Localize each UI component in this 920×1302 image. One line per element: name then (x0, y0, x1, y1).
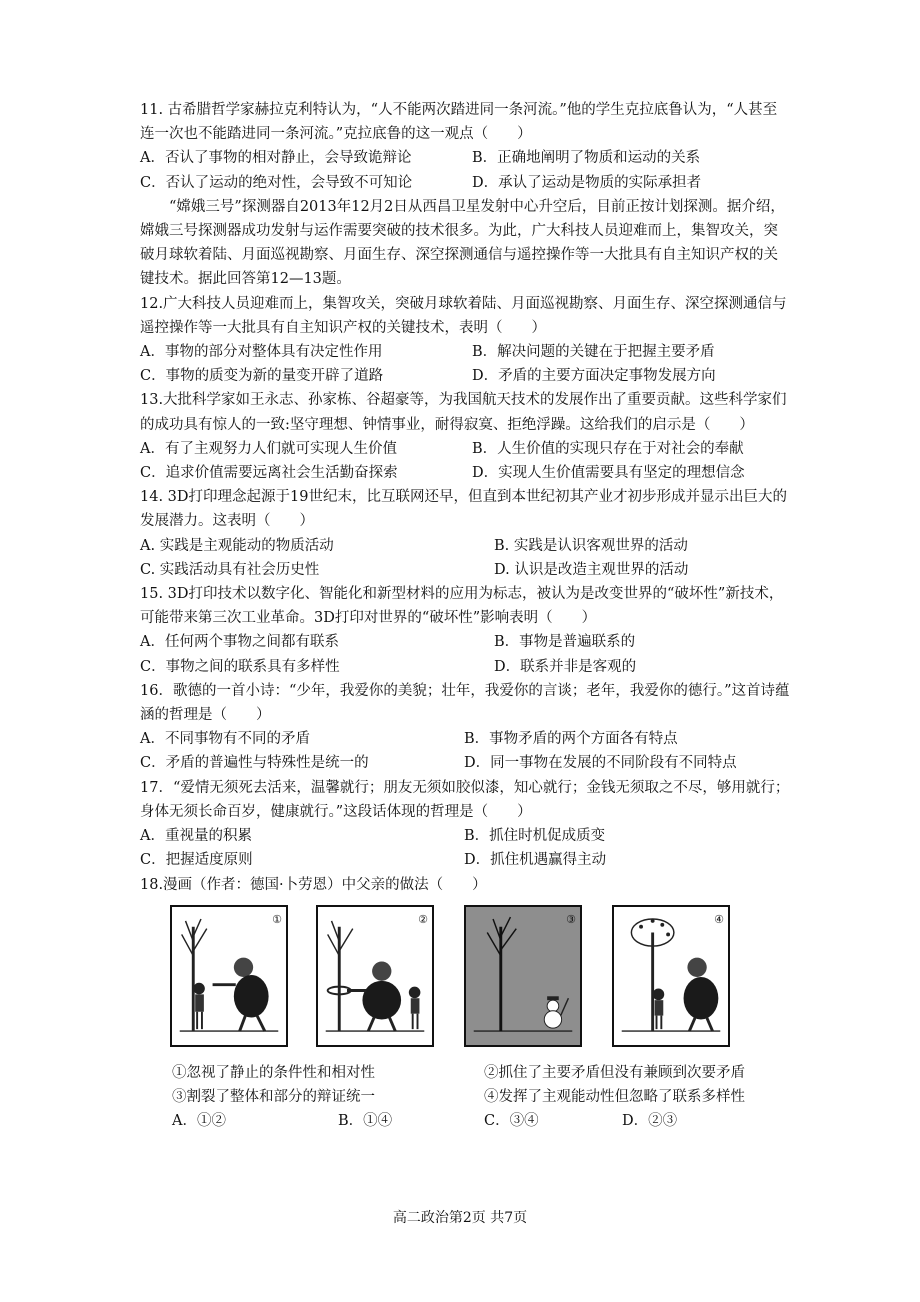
q13-options (140, 437, 790, 485)
comic-panel-1 (170, 905, 288, 1047)
q12-option-a: A．事物的部分对整体具有决定性作用 (140, 344, 383, 361)
comic-panel-2 (316, 905, 434, 1047)
q16-option-a: A．不同事物有不同的矛盾 (140, 731, 310, 748)
q14-option-d: D. 认识是改造主观世界的活动 (494, 561, 689, 578)
comic-panel-2-drawing (318, 907, 432, 1045)
q17-option-a: A．重视量的积累 (140, 828, 252, 845)
q15-option-c: C．事物之间的联系具有多样性 (140, 658, 340, 675)
comic-panel-3 (464, 905, 582, 1047)
q12-option-d: D．矛盾的主要方面决定事物发展方向 (472, 368, 716, 385)
comic-strip (140, 905, 790, 1055)
q16-option-d: D．同一事物在发展的不同阶段有不同特点 (464, 755, 737, 772)
q16-option-b: B．事物矛盾的两个方面各有特点 (464, 731, 678, 748)
q11-stem: 11. 古希腊哲学家赫拉克利特认为，“人不能两次踏进同一条河流。”他的学生克拉底鲁认为，“人甚至连一次也不能踏进同一条河流。”克拉底鲁的这一观点（ ） (140, 102, 778, 143)
q17-options (140, 824, 790, 872)
q17-option-b: B．抓住时机促成质变 (464, 828, 606, 845)
q13-stem: 13.大批科学家如王永志、孙家栋、谷超豪等，为我国航天技术的发展作出了重要贡献。这些科学家们的成功具有惊人的一致:坚守理想、钟情事业，耐得寂寞、拒绝浮躁。这给我们的启示是（ ） (140, 392, 787, 433)
comic-panel-2-number: ② (418, 912, 428, 926)
q16-options (140, 727, 790, 775)
q12-options (140, 340, 790, 388)
comic-panel-3-number: ③ (566, 912, 576, 926)
q18-answers (140, 1109, 790, 1133)
q15-options (140, 630, 790, 678)
q14-option-c: C. 实践活动具有社会历史性 (140, 561, 320, 578)
q13-option-c: C．追求价值需要远离社会生活勤奋探索 (140, 465, 398, 482)
q13-option-a: A．有了主观努力人们就可实现人生价值 (140, 440, 397, 457)
q11-options (140, 146, 790, 194)
q18-statements (140, 1061, 790, 1109)
q15-option-a: A．任何两个事物之间都有联系 (140, 634, 339, 651)
q18-statement-2: ②抓住了主要矛盾但没有兼顾到次要矛盾 (484, 1064, 745, 1081)
q13-option-b: B．人生价值的实现只存在于对社会的奉献 (472, 440, 744, 457)
comic-panel-4-drawing (614, 907, 728, 1045)
q16-option-c: C．矛盾的普遍性与特殊性是统一的 (140, 755, 369, 772)
q17-option-c: C．把握适度原则 (140, 852, 253, 869)
q11-option-a: A．否认了事物的相对静止，会导致诡辩论 (140, 150, 412, 167)
q18-statement-3: ③割裂了整体和部分的辩证统一 (172, 1088, 375, 1105)
q12-option-c: C．事物的质变为新的量变开辟了道路 (140, 368, 384, 385)
comic-panel-4 (612, 905, 730, 1047)
page-footer: 高二政治第2页 共7页 (392, 1210, 528, 1226)
q16-stem: 16．歌德的一首小诗：“少年，我爱你的美貌；壮年，我爱你的言谈；老年，我爱你的德行。”这首诗蕴涵的哲理是（ ） (140, 682, 790, 724)
comic-panel-4-number: ④ (714, 912, 724, 926)
q15-option-d: D．联系并非是客观的 (494, 658, 637, 675)
q13-option-d: D．实现人生价值需要具有坚定的理想信念 (472, 465, 745, 482)
q12-stem: 12.广大科技人员迎难而上，集智攻关，突破月球软着陆、月面巡视勘察、月面生存、深空探测通信与遥控操作等一大批具有自主知识产权的关键技术，表明（ ） (140, 295, 787, 336)
q14-option-a: A. 实践是主观能动的物质活动 (140, 537, 334, 554)
q15-option-b: B．事物是普遍联系的 (494, 634, 636, 651)
q11-option-b: B．正确地阐明了物质和运动的关系 (472, 150, 701, 167)
q14-option-b: B. 实践是认识客观世界的活动 (494, 537, 688, 554)
q15-stem: 15. 3D打印技术以数字化、智能化和新型材料的应用为标志，被认为是改变世界的“破坏性”新技术，可能带来第三次工业革命。3D打印对世界的“破坏性”影响表明（ ） (140, 586, 784, 627)
comic-panel-1-number: ① (272, 912, 282, 926)
q18-answer-c: C．③④ (484, 1113, 539, 1130)
q14-options (140, 534, 790, 582)
q11-option-c: C．否认了运动的绝对性，会导致不可知论 (140, 174, 413, 191)
q18-statement-4: ④发挥了主观能动性但忽略了联系多样性 (484, 1088, 745, 1105)
passage-chang-e-3: “嫦娥三号”探测器自2013年12月2日从西昌卫星发射中心升空后，目前正按计划探测。据介绍，嫦娥三号探测器成功发射与运作需要突破的技术很多。为此，广大科技人员迎难而上，集智攻关，突破月球软着陆、月面巡视勘察、月面生存、深空探测通信与遥控操作等一大批具有自主知识产权的关键技术。据此回答第12—13题。 (140, 198, 785, 288)
q11-option-d: D．承认了运动是物质的实际承担者 (472, 174, 702, 191)
q18-answer-b: B．①④ (338, 1113, 393, 1130)
q18-stem: 18.漫画（作者：德国·卜劳恩）中父亲的做法（ ） (140, 876, 487, 893)
q18-statement-1: ①忽视了静止的条件性和相对性 (172, 1064, 375, 1081)
questions-area (140, 98, 790, 1133)
q18-answer-d: D．②③ (622, 1113, 678, 1130)
q17-option-d: D．抓住机遇赢得主动 (464, 852, 607, 869)
q18-answer-a: A．①② (172, 1113, 226, 1130)
q12-option-b: B．解决问题的关键在于把握主要矛盾 (472, 344, 715, 361)
comic-panel-1-drawing (172, 907, 286, 1045)
comic-panel-3-drawing (466, 907, 580, 1045)
q17-stem: 17．“爱情无须死去活来，温馨就行；朋友无须如胶似漆，知心就行；金钱无须取之不尽，够用就行；身体无须长命百岁，健康就行。”这段话体现的哲理是（ ） (140, 779, 790, 820)
q14-stem: 14. 3D打印理念起源于19世纪末，比互联网还早，但直到本世纪初其产业才初步形成并显示出巨大的发展潜力。这表明（ ） (140, 489, 787, 530)
